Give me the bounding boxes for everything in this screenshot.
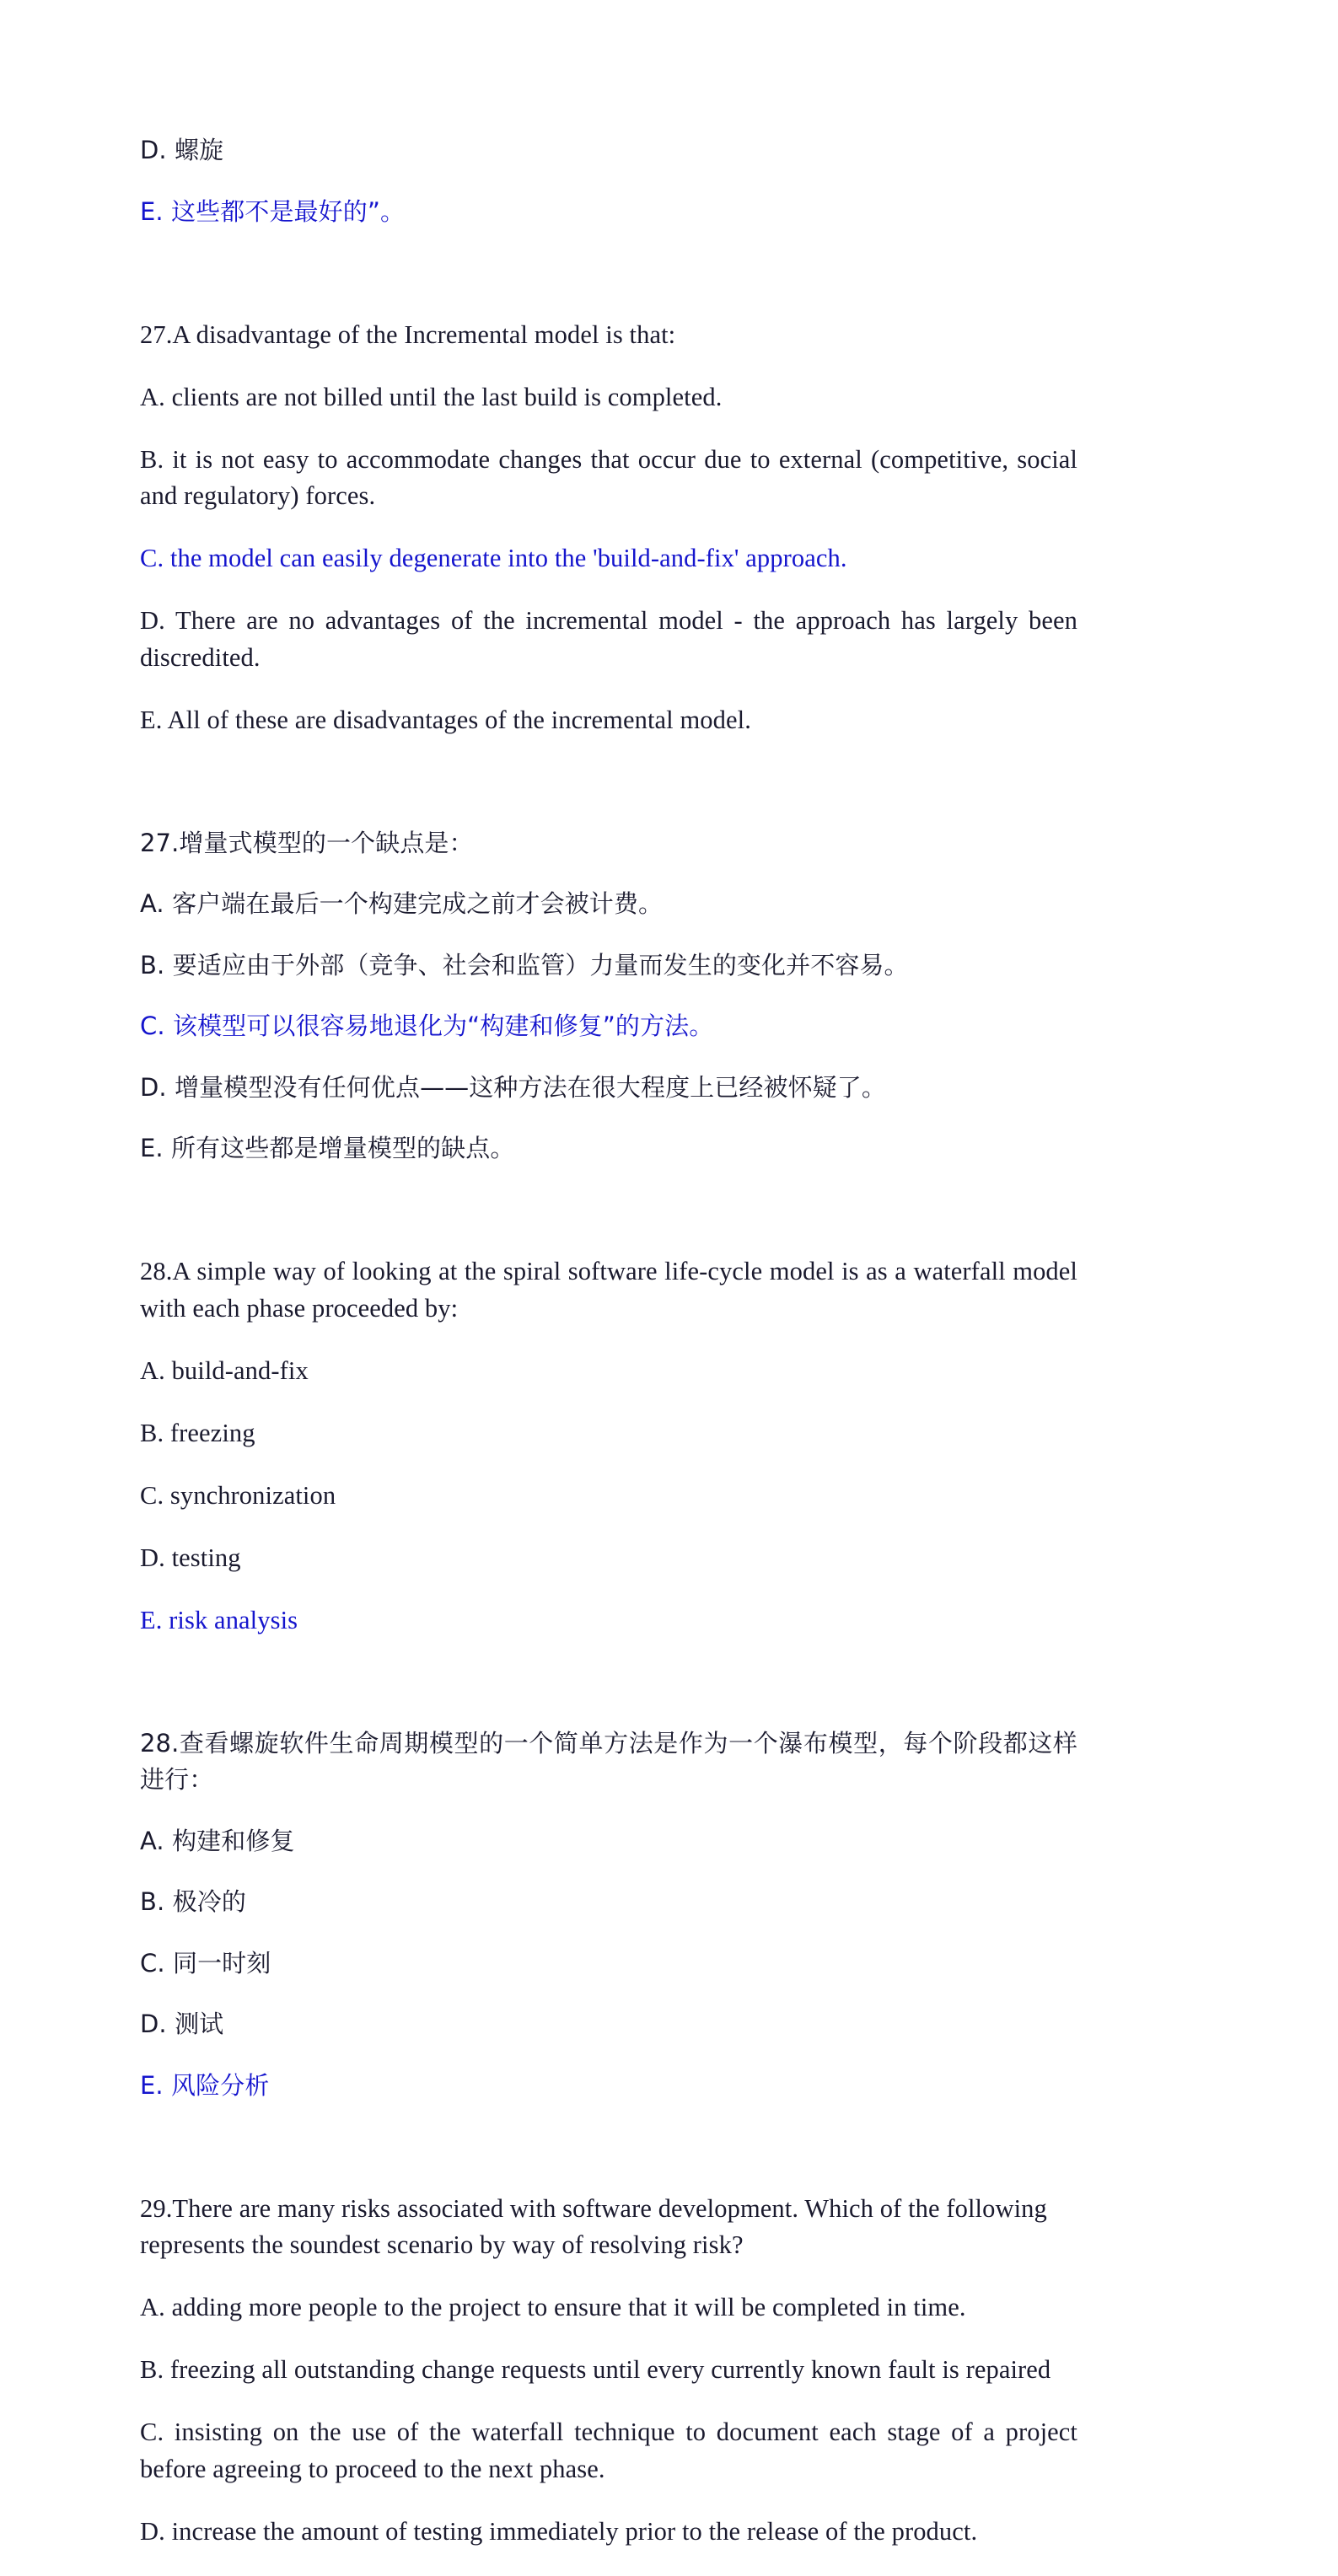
text-line-q29_en_stem: 29.There are many risks associated with software development. Which of the following represents the soundest scenario by way of resolving risk?	[140, 2193, 1047, 2259]
question-block-q29_en	[140, 2191, 1077, 2551]
text-line-q29_en_b: B. freezing all outstanding change requests until every currently known fault is repaired	[140, 2355, 1051, 2384]
text-line-q27_en_c: C. the model can easily degenerate into the 'build-and-fix' approach.	[140, 544, 847, 572]
question-block-q26_tail	[140, 132, 1077, 230]
question-block-q28_cn	[140, 1725, 1077, 2105]
text-line-q26_e: E. 这些都不是最好的”。	[140, 196, 406, 226]
block-spacer	[140, 765, 1077, 801]
text-line-q28_en_d: D. testing	[140, 1543, 241, 1572]
question-block-q27_cn	[140, 825, 1077, 1167]
text-line-q27_en_b: B. it is not easy to accommodate changes that occur due to external (competitive, social and regulatory) forces.	[140, 444, 1077, 510]
text-line-q29_en_c: C. insisting on the use of the waterfall technique to document each stage of a project before agreeing to proceed to the next phase.	[140, 2418, 1077, 2483]
text-line-q27_en_e: E. All of these are disadvantages of the incremental model.	[140, 705, 751, 734]
text-line-q28_en_e: E. risk analysis	[140, 1605, 298, 1634]
text-line-q28_cn_stem: 28.查看螺旋软件生命周期模型的一个简单方法是作为一个瀑布模型，每个阶段都这样进行：	[140, 1728, 1077, 1794]
text-line-q29_en_a: A. adding more people to the project to ensure that it will be completed in time.	[140, 2293, 966, 2321]
text-line-q28_cn_e: E. 风险分析	[140, 2070, 270, 2100]
document-text-column	[140, 108, 1077, 2576]
text-line-q28_en_b: B. freezing	[140, 1418, 255, 1447]
text-line-q29_en_d: D. increase the amount of testing immediately prior to the release of the product.	[140, 2516, 978, 2546]
text-line-q27_en_a: A. clients are not billed until the last build is completed.	[140, 382, 723, 411]
text-line-q27_cn_e: E. 所有这些都是增量模型的缺点。	[140, 1134, 515, 1162]
text-line-q28_cn_a: A. 构建和修复	[140, 1826, 295, 1855]
text-line-q28_en_a: A. build-and-fix	[140, 1355, 309, 1385]
block-spacer	[140, 1192, 1077, 1228]
text-line-q27_cn_a: A. 客户端在最后一个构建完成之前才会被计费。	[140, 889, 664, 918]
text-line-q28_en_stem: 28.A simple way of looking at the spiral software life-cycle model is as a waterfall model with each phase proceeded by:	[140, 1257, 1077, 1323]
text-line-q27_en_d: D. There are no advantages of the incremental model - the approach has largely been discredited.	[140, 606, 1077, 672]
question-block-q27_en	[140, 317, 1077, 739]
text-line-q27_cn_b: B. 要适应由于外部（竞争、社会和监管）力量而发生的变化并不容易。	[140, 950, 909, 979]
text-line-q28_en_c: C. synchronization	[140, 1480, 336, 1510]
text-line-q27_cn_d: D. 增量模型没有任何优点——这种方法在很大程度上已经被怀疑了。	[140, 1072, 886, 1102]
text-line-q28_cn_b: B. 极冷的	[140, 1887, 246, 1916]
block-spacer	[140, 2128, 1077, 2165]
text-line-q27_cn_stem: 27.增量式模型的一个缺点是：	[140, 828, 474, 857]
question-block-q28_en	[140, 1253, 1077, 1639]
block-spacer	[140, 1665, 1077, 1701]
text-line-q28_cn_c: C. 同一时刻	[140, 1948, 271, 1978]
text-line-q26_d: D. 螺旋	[140, 136, 224, 164]
block-spacer	[140, 255, 1077, 291]
text-line-q27_cn_c: C. 该模型可以很容易地退化为“构建和修复”的方法。	[140, 1012, 714, 1040]
text-line-q27_en_stem: 27.A disadvantage of the Incremental model is that:	[140, 319, 676, 349]
text-line-q28_cn_d: D. 测试	[140, 2010, 224, 2038]
